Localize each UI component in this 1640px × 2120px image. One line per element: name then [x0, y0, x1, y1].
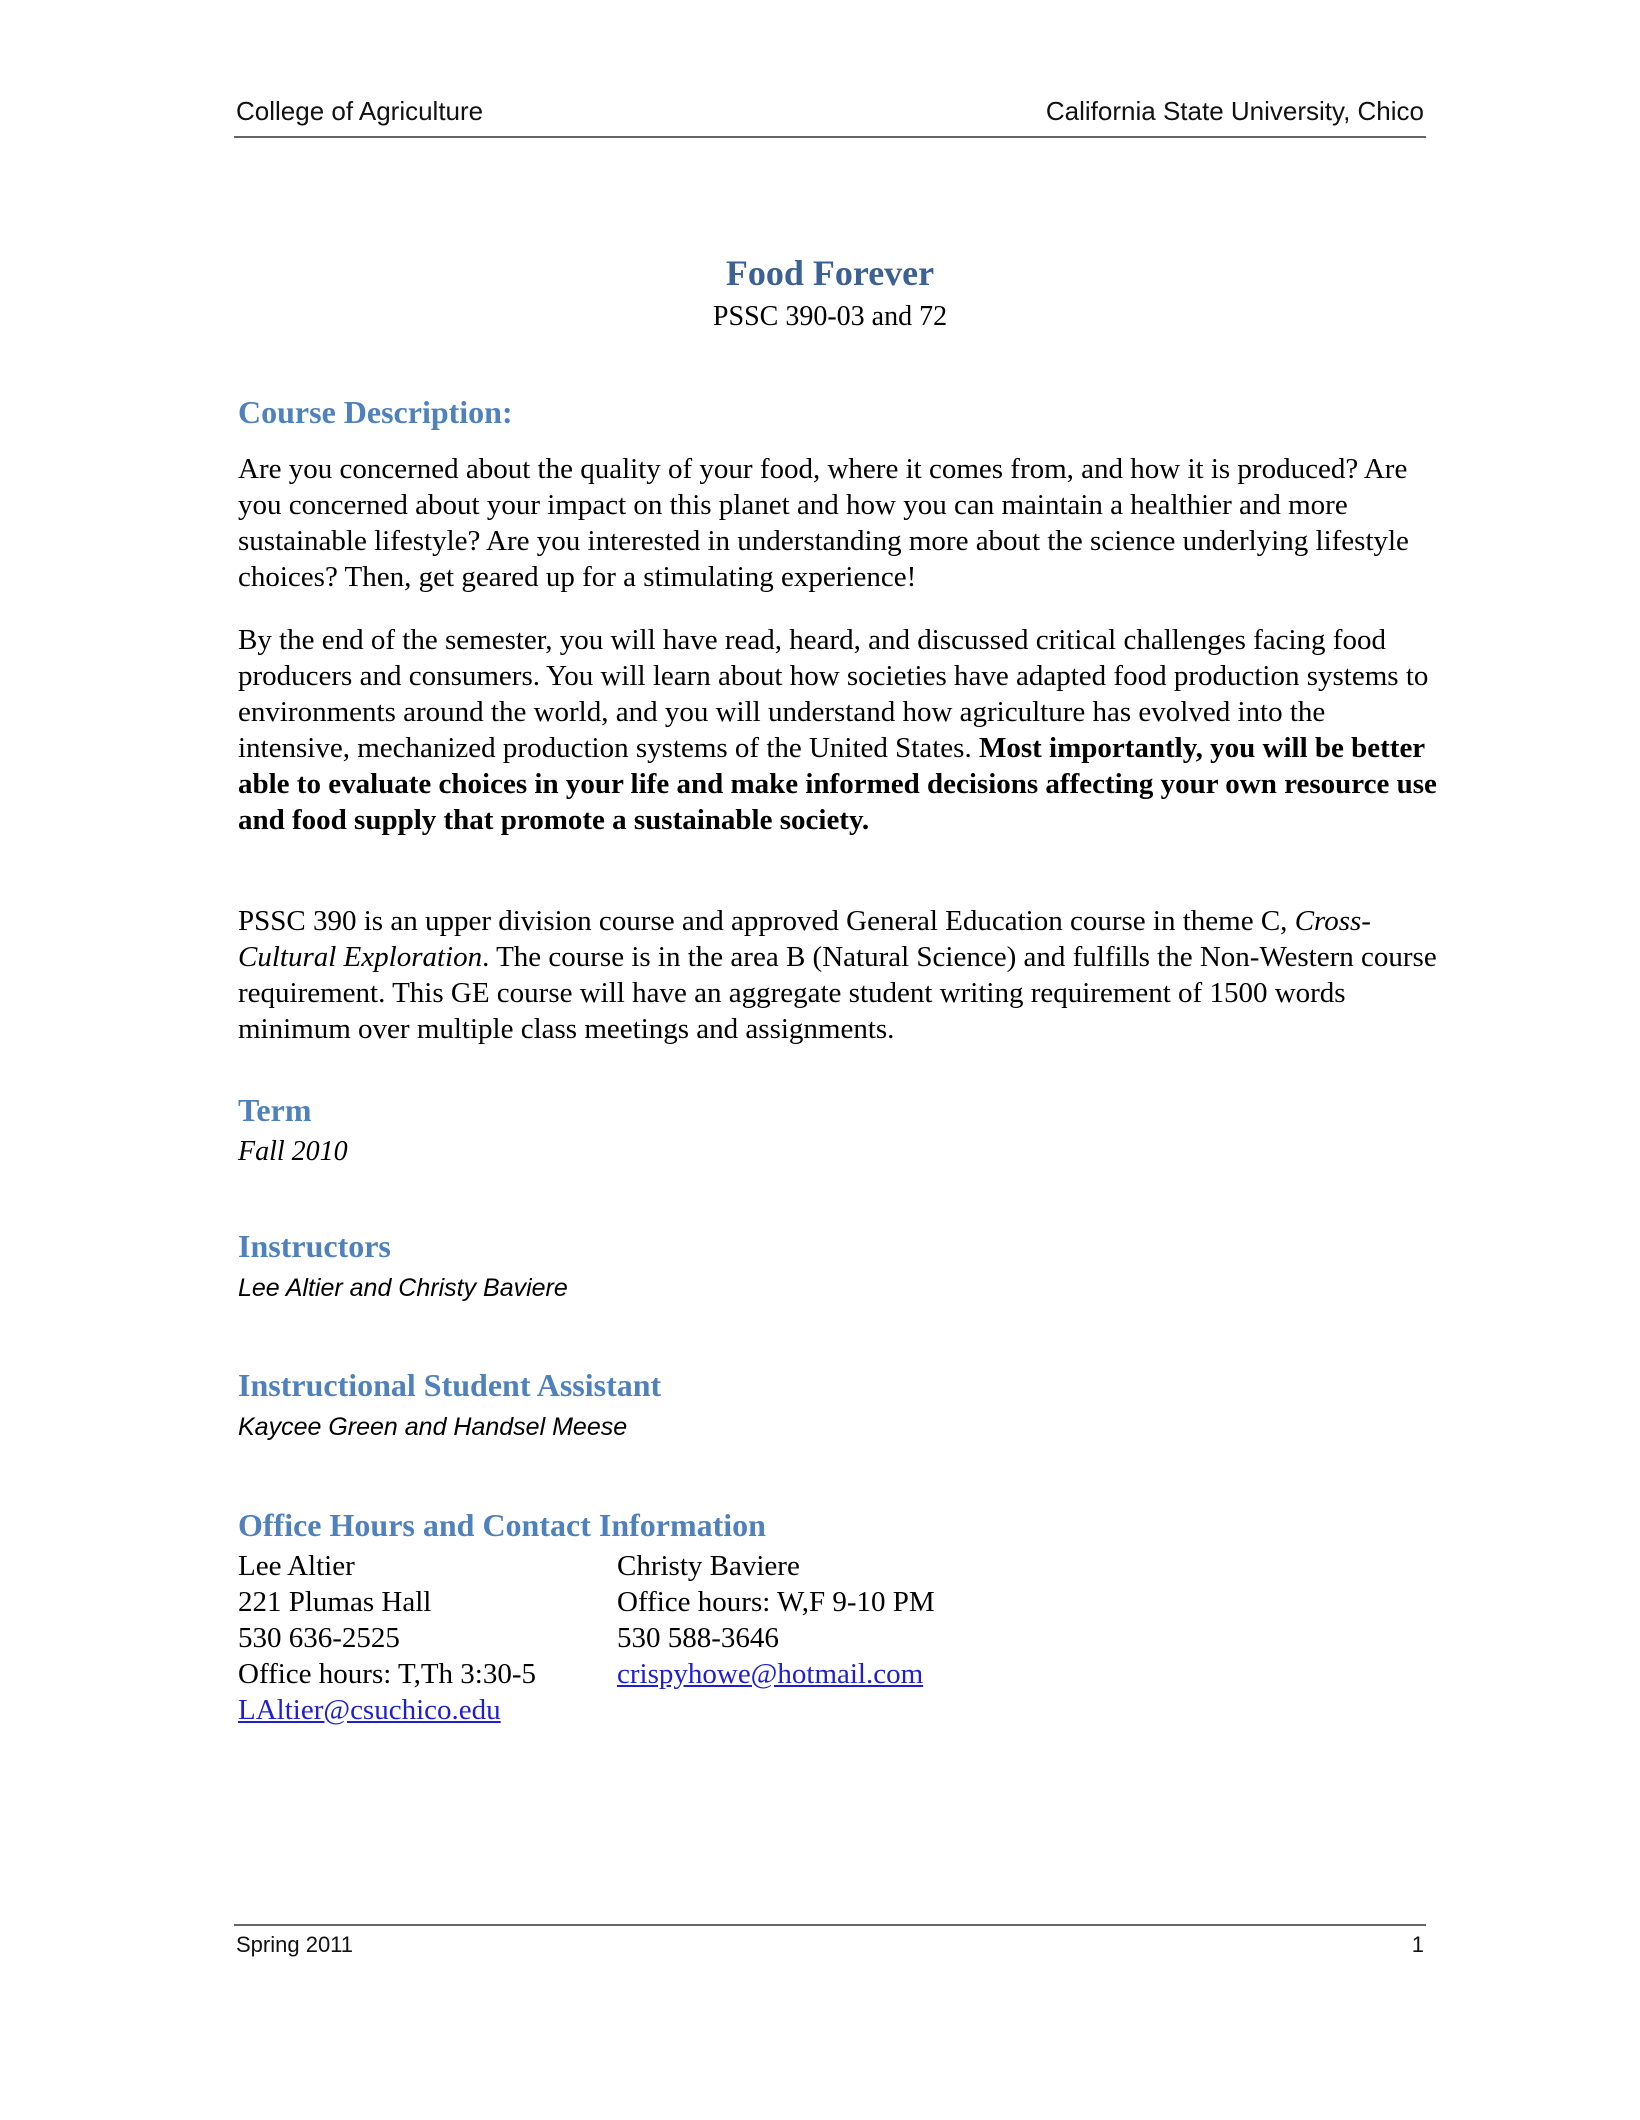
header-college: College of Agriculture: [236, 96, 484, 126]
instructors-value: Lee Altier and Christy Baviere: [238, 1274, 568, 1302]
description-paragraph-3: [238, 903, 1438, 1047]
header-university: California State University, Chico: [1045, 96, 1424, 126]
contact-name: Christy Baviere: [617, 1550, 800, 1582]
isa-value: Kaycee Green and Handsel Meese: [238, 1413, 628, 1441]
isa-heading: Instructional Student Assistant: [238, 1367, 662, 1403]
course-description-heading: Course Description:: [238, 394, 513, 430]
contact-office-hours: Office hours: W,F 9-10 PM: [617, 1586, 935, 1618]
email-link[interactable]: LAltier@csuchico.edu: [238, 1694, 501, 1726]
footer-semester: Spring 2011: [236, 1932, 354, 1957]
page-header: [236, 96, 1424, 136]
paragraph-2-emphasis: Most importantly, you will be better able to evaluate choices in your life and make informed decisions affecting your own resource use and food supply that promote a sustainable society.: [238, 732, 1437, 836]
page-number: 1: [1411, 1932, 1424, 1957]
paragraph-3-theme: Cross-Cultural Exploration: [238, 905, 1371, 973]
contact-office: 221 Plumas Hall: [238, 1586, 432, 1618]
contact-office-hours: Office hours: T,Th 3:30-5: [238, 1658, 537, 1690]
paragraph-3-text-start: PSSC 390 is an upper division course and approved General Education course in theme C,: [238, 905, 1295, 937]
course-code: PSSC 390-03 and 72: [712, 301, 948, 332]
term-heading: Term: [238, 1092, 312, 1128]
contact-phone: 530 588-3646: [617, 1622, 779, 1654]
contact-lee-altier: [238, 1548, 536, 1728]
footer-divider: [234, 1924, 1426, 1926]
contact-phone: 530 636-2525: [238, 1622, 400, 1654]
course-title: Food Forever: [725, 253, 935, 293]
term-value: Fall 2010: [238, 1136, 348, 1167]
description-paragraph-2: [238, 622, 1438, 838]
description-paragraph-1: Are you concerned about the quality of your food, where it comes from, and how it is produced? Are you concerned about your impact on this planet and how you can maintain a healthier and more sustainable lifestyle? Are you interested in understanding more about the science underlying lifestyle choices? Then, get geared up for a stimulating experience!: [238, 453, 1409, 593]
contact-name: Lee Altier: [238, 1550, 355, 1582]
instructors-heading: Instructors: [238, 1228, 391, 1264]
paragraph-3-text-end: . The course is in the area B (Natural Science) and fulfills the Non-Western course requirement. This GE course will have an aggregate student writing requirement of 1500 words minimum over multiple class meetings and assignments.: [238, 941, 1437, 1045]
email-link[interactable]: crispyhowe@hotmail.com: [617, 1658, 924, 1690]
contact-christy-baviere: [617, 1548, 935, 1692]
header-divider: [234, 136, 1426, 138]
paragraph-2-text: By the end of the semester, you will have read, heard, and discussed critical challenges facing food producers and consumers. You will learn about how societies have adapted food production systems to environments around the world, and you will understand how agriculture has evolved into the intensive, mechanized production systems of the United States.: [238, 624, 1429, 764]
contact-heading: Office Hours and Contact Information: [238, 1507, 766, 1543]
